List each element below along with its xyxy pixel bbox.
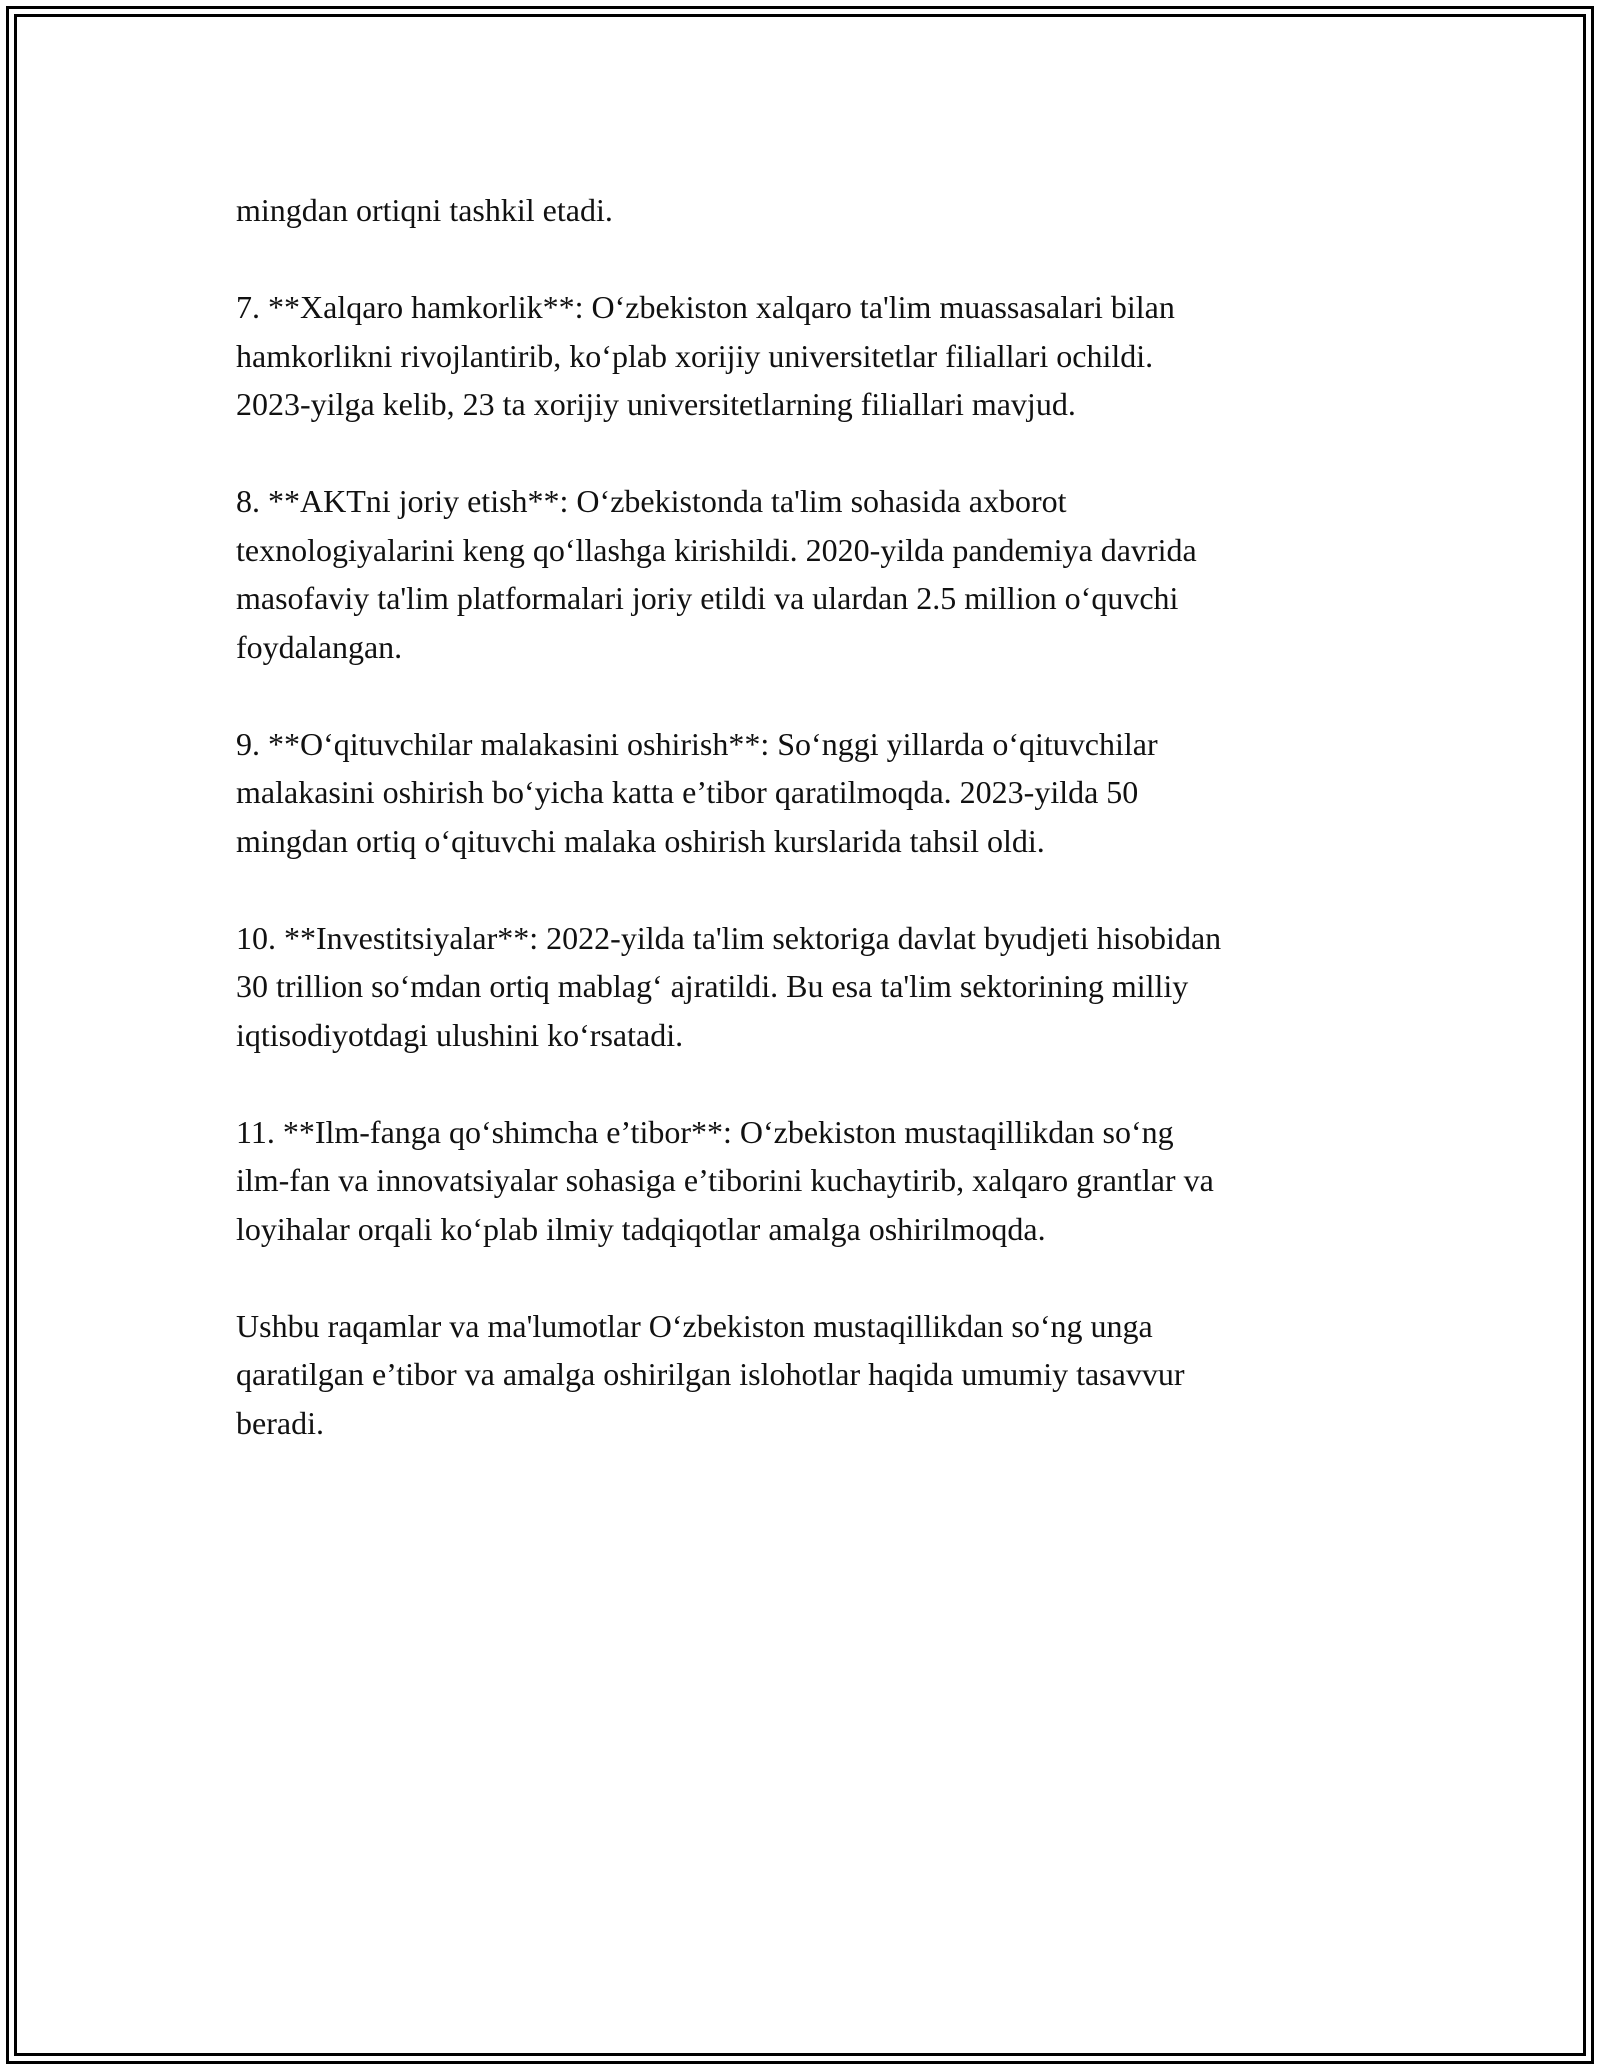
paragraph-item-8: 8. **AKTni joriy etish**: O‘zbekistonda ta'lim sohasida axborot texnologiyalarini keng qo‘llashga kirishildi. 2020-yilda pandemiya davrida masofaviy ta'lim platformalari joriy etildi va ulardan 2.5 million o‘quvchi foydalangan.	[236, 483, 1197, 665]
paragraph-item-11: 11. **Ilm-fanga qo‘shimcha e’tibor**: O‘zbekiston mustaqillikdan so‘ng ilm-fan va innovatsiyalar sohasiga e’tiborini kuchaytirib, xalqaro grantlar va loyihalar orqali ko‘plab ilmiy tadqiqotlar amalga oshirilmoqda.	[236, 1113, 1214, 1247]
paragraph-item-7: 7. **Xalqaro hamkorlik**: O‘zbekiston xalqaro ta'lim muassasalari bilan hamkorlikni rivojlantirib, ko‘plab xorijiy universitetlar filiallari ochildi. 2023-yilga kelib, 23 ta xorijiy universitetlarning filiallari mavjud.	[236, 289, 1175, 422]
paragraph-item-9: 9. **O‘qituvchilar malakasini oshirish**: So‘nggi yillarda o‘qituvchilar malakasini oshirish bo‘yicha katta e’tibor qaratilmoqda. 2023-yilda 50 mingdan ortiq o‘qituvchi malaka oshirish kurslarida tahsil oldi.	[236, 725, 1158, 859]
paragraph-item-10: 10. **Investitsiyalar**: 2022-yilda ta'lim sektoriga davlat byudjeti hisobidan 30 trillion so‘mdan ortiq mablag‘ ajratildi. Bu esa ta'lim sektorining milliy iqtisodiyotdagi ulushini ko‘rsatadi.	[236, 919, 1222, 1053]
paragraph-continuation: mingdan ortiqni tashkil etadi.	[236, 192, 613, 228]
document-body	[236, 186, 1386, 1447]
paragraph-conclusion: Ushbu raqamlar va ma'lumotlar O‘zbekiston mustaqillikdan so‘ng unga qaratilgan e’tibor va amalga oshirilgan islohotlar haqida umumiy tasavvur beradi.	[236, 1307, 1185, 1441]
